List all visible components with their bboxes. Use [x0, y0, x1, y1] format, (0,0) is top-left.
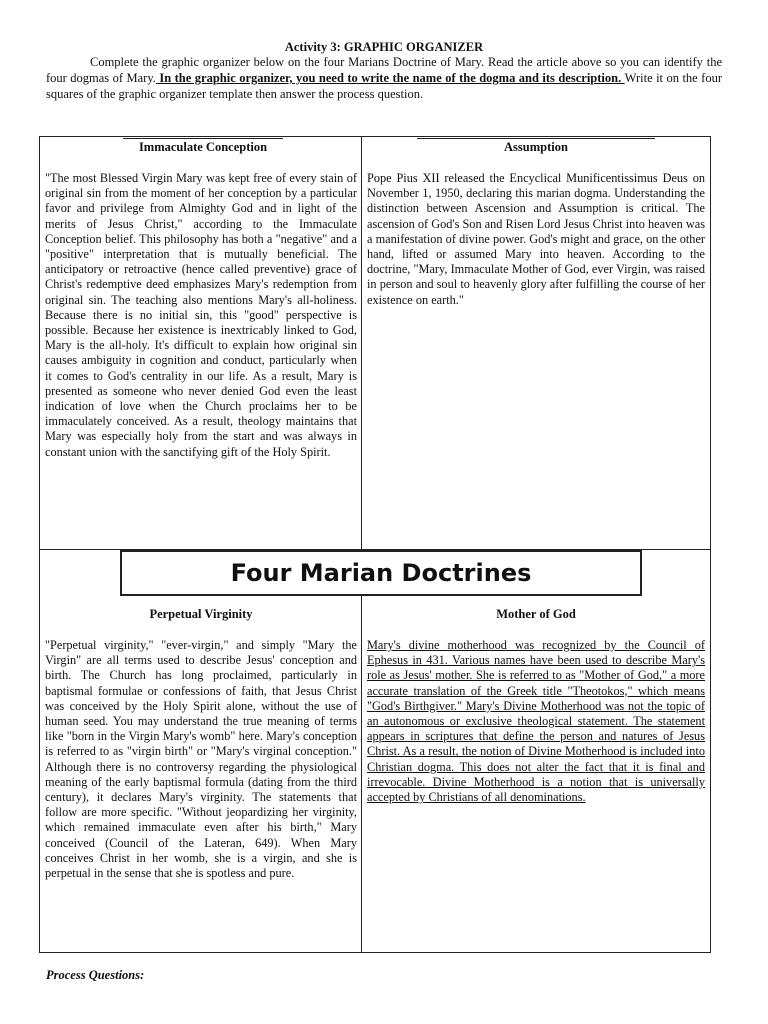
graphic-organizer	[39, 136, 711, 953]
instructions-text-end: Write it on the four squares of the graphic organizer template then answer the process question.	[46, 71, 723, 101]
instructions	[46, 54, 722, 102]
cell-description: Pope Pius XII released the Encyclical Munificentissimus Deus on November 1, 1950, declaring this marian dogma. Understanding the distinction between Ascension and Assumption is critical. The ascension of God's Son and Risen Lord Jesus Christ into heaven was a manifestation of divine power. God's might and grace, on the other hand, lifted or assumed Mary into heaven. According to the doctrine, "Mary, Immaculate Mother of God, ever Virgin, was raised in person and soul to heavenly glory after fulfilling the course of her existence on earth."	[367, 171, 705, 307]
divider-vertical	[361, 137, 362, 952]
instructions-text: Complete the graphic organizer below on the four Marians Doctrine of Mary. Read the article above so you can identify the four dogmas of Mary.	[46, 55, 722, 85]
cell-title: Assumption	[417, 138, 655, 155]
cell-title: Mother of God	[496, 607, 576, 621]
activity-title: Activity 3: GRAPHIC ORGANIZER	[284, 40, 484, 54]
cell-title: Perpetual Virginity	[149, 607, 253, 621]
cell-mother-of-god	[367, 607, 705, 805]
process-questions-label: Process Questions:	[46, 968, 145, 982]
cell-title: Immaculate Conception	[123, 138, 283, 155]
center-title-box: Four Marian Doctrines	[120, 550, 642, 596]
cell-perpetual-virginity	[45, 607, 357, 881]
instructions-emphasis: In the graphic organizer, you need to write the name of the dogma and its description.	[155, 71, 625, 85]
cell-assumption	[367, 137, 705, 308]
cell-description: "Perpetual virginity," "ever-virgin," and simply "Mary the Virgin" are all terms used to describe Jesus' conception and birth. The Church has long proclaimed, particularly in baptismal formulae or confessions of faith, that Jesus Christ was conceived by the Holy Spirit alone, without the use of human seed. You may understand the true meaning of terms like "born in the Virgin Mary's womb" here. Mary's conception is referred to as "virgin birth" or "Mary's virginal conception." Although there is no controversy regarding the physiological meaning of the early baptismal formula (dating from the third century), it declares Mary's virginity. The statements that follow are more specific. "Without jeopardizing her virginity, which remained immaculate even after his birth," Mary conceived (Council of the Lateran, 649). When Mary conceives Christ in her womb, she is a virgin, and she is perpetual in the sense that she is spotless and pure.	[45, 638, 357, 881]
cell-immaculate-conception	[45, 137, 357, 460]
cell-description: "The most Blessed Virgin Mary was kept free of every stain of original sin from the moment of her conception by a particular favor and privilege from Almighty God and in light of the merits of Jesus Christ," according to the Immaculate Conception belief. This philosophy has both a "negative" and a "positive" interpretation that is mutually beneficial. The anticipatory or retroactive (hence called preventive) grace of Christ's redemptive deed emphasizes Mary's redemption from original sin. The teaching also mentions Mary's all-holiness. Because there is no initial sin, this "good" perspective is possible. Because her existence is inextricably linked to God, Mary is the all-holy. It's difficult to explain how original sin causes ambiguity in cognition and conduct, particularly when it comes to God's centrality in our life. As a result, Mary is presented as someone who never denied God even the least indication of love when the Church proclaims her to be immaculately conceived. As a result, theology maintains that Mary was especially holy from the start and was always in constant union with the sanctifying gift of the Holy Spirit.	[45, 171, 357, 459]
cell-description: Mary's divine motherhood was recognized by the Council of Ephesus in 431. Various names have been used to describe Mary's role as Jesus' mother. She is referred to as "Mother of God," a more accurate translation of the Greek title "Theotokos," which means "God's Birthgiver." Mary's Divine Motherhood was not the topic of an autonomous or exclusive theological statement. The statement appears in scriptures that define the person and natures of Jesus Christ. As a result, the notion of Divine Motherhood is included into Christian dogma. This does not alter the fact that it is final and irrevocable. Divine Motherhood is a notion that is universally accepted by Christians of all denominations.	[367, 638, 705, 805]
